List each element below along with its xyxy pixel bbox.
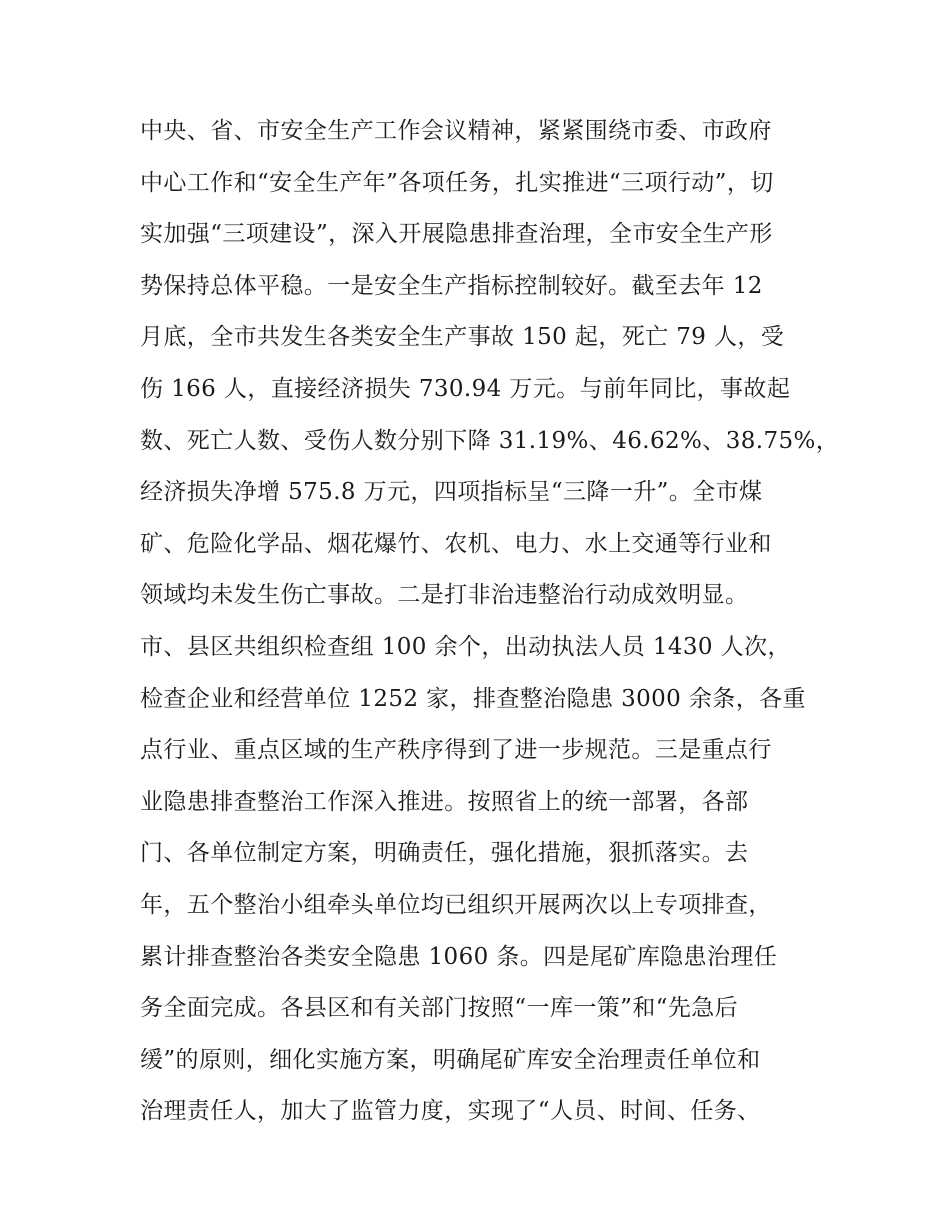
text-line: 月底，全市共发生各类安全生产事故 150 起，死亡 79 人，受 (140, 324, 785, 351)
text-line: 年，五个整治小组牵头单位均已组织开展两次以上专项排查， (140, 891, 772, 918)
text-line: 中央、省、市安全生产工作会议精神，紧紧围绕市委、市政府 (140, 118, 772, 144)
text-line: 点行业、重点区域的生产秩序得到了进一步规范。三是重点行 (140, 737, 772, 764)
text-line: 业隐患排查整治工作深入推进。按照省上的统一部署，各部 (140, 788, 749, 815)
text-line: 实加强“三项建设”，深入开展隐患排查治理，全市安全生产形 (140, 221, 773, 248)
body-text (140, 106, 840, 1138)
text-line: 市、县区共组织检查组 100 余个，出动执法人员 1430 人次， (140, 633, 791, 660)
text-line: 治理责任人，加大了监管力度，实现了“人员、时间、任务、 (140, 1098, 761, 1125)
text-line: 矿、危险化学品、烟花爆竹、农机、电力、水上交通等行业和 (140, 530, 772, 557)
text-line: 门、各单位制定方案，明确责任，强化措施，狠抓落实。去 (140, 840, 749, 867)
text-line: 检查企业和经营单位 1252 家，排查整治隐患 3000 余条，各重 (140, 685, 806, 712)
text-line: 领域均未发生伤亡事故。二是打非治违整治行动成效明显。 (140, 582, 749, 609)
text-line: 数、死亡人数、受伤人数分别下降 31.19%、46.62%、38.75%， (140, 427, 840, 454)
text-line: 伤 166 人，直接经济损失 730.94 万元。与前年同比，事故起 (140, 375, 791, 402)
text-line: 势保持总体平稳。一是安全生产指标控制较好。截至去年 12 (140, 272, 763, 299)
text-line: 累计排查整治各类安全隐患 1060 条。四是尾矿库隐患治理任 (140, 943, 778, 970)
text-line: 中心工作和“安全生产年”各项任务，扎实推进“三项行动”，切 (140, 169, 774, 196)
text-line: 经济损失净增 575.8 万元，四项指标呈“三降一升”。全市煤 (140, 479, 763, 506)
text-line: 缓”的原则，细化实施方案，明确尾矿库安全治理责任单位和 (140, 1046, 761, 1073)
text-line: 务全面完成。各县区和有关部门按照“一库一策”和“先急后 (140, 995, 739, 1022)
